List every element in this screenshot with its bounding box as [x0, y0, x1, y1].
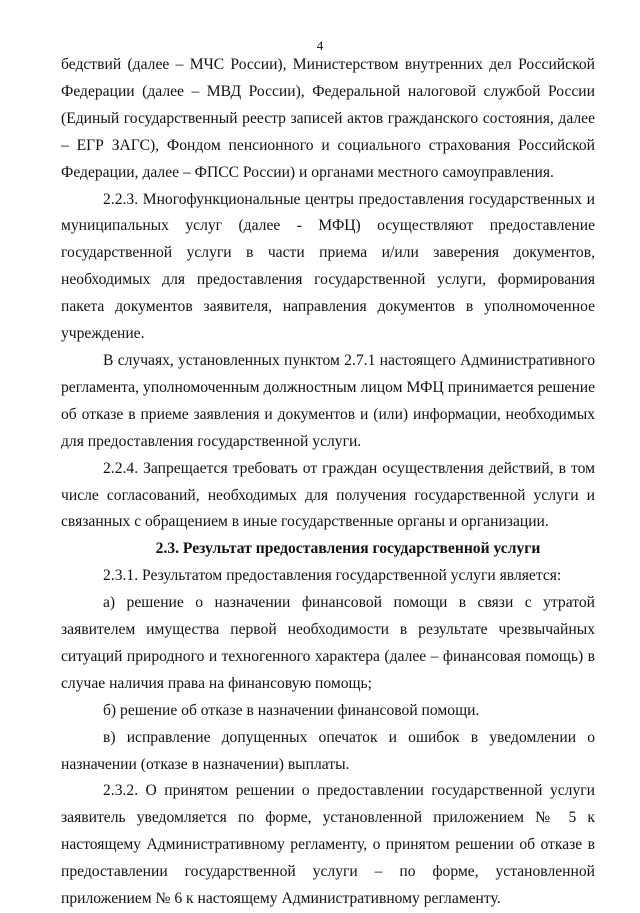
page-number: 4	[316, 38, 324, 53]
section-heading: 2.3. Результат предоставления государственной услуги	[155, 540, 541, 558]
paragraph-2-3-1: 2.3.1. Результатом предоставления государственной услуги является:	[103, 567, 562, 585]
paragraph-2-2-4: 2.2.4. Запрещается требовать от граждан осуществления действий, в том числе согласований, необходимых для получения государственной услуги и связанных с обращением в иные государственные органы и организации.	[61, 459, 595, 531]
list-item-v: в) исправление допущенных опечаток и ошибок в уведомлении о назначении (отказе в назначении) выплаты.	[61, 728, 595, 773]
list-item-b: б) решение об отказе в назначении финансовой помощи.	[103, 701, 480, 719]
paragraph-2-2-3: 2.2.3. Многофункциональные центры предоставления государственных и муниципальных услуг (далее - МФЦ) осуществляют предоставление государственной услуги в части приема и/или заверения документов, необходимых для предоставления государственной услуги, формирования пакета документов заявителя, направления документов в уполномоченное учреждение.	[61, 190, 595, 343]
paragraph-mfc-refusal: В случаях, установленных пунктом 2.7.1 настоящего Административного регламента, уполномоченным должностным лицом МФЦ принимается решение об отказе в приеме заявления и документов и (или) информации, необходимых для предоставления государственной услуги.	[61, 351, 595, 450]
paragraph-2-3-2: 2.3.2. О принятом решении о предоставлении государственной услуги заявитель уведомляется по форме, установленной приложением № 5 к настоящему Административному регламенту, о принятом решении об отказе в предоставлении государственной услуги – по форме, установленной приложением № 6 к настоящему Административному регламенту.	[61, 782, 595, 908]
document-body	[61, 52, 595, 913]
paragraph-continuation: бедствий (далее – МЧС России), Министерством внутренних дел Российской Федерации (далее – МВД России), Федеральной налоговой службой России (Единый государственный реестр записей актов гражданского состояния, далее – ЕГР ЗАГС), Фондом пенсионного и социального страхования Российской Федерации, далее – ФПСС России) и органами местного самоуправления.	[61, 56, 595, 181]
list-item-a: а) решение о назначении финансовой помощи в связи с утратой заявителем имущества первой необходимости в результате чрезвычайных ситуаций природного и техногенного характера (далее – финансовая помощь) в случае наличия права на финансовую помощь;	[61, 594, 595, 692]
